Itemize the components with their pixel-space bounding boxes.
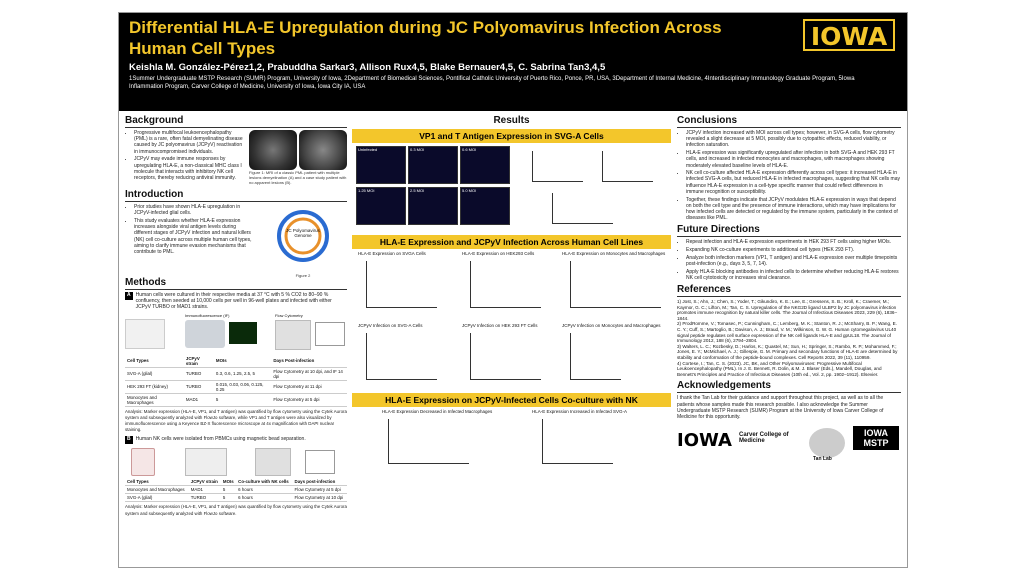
background-bullets xyxy=(125,130,245,185)
coloc-plot xyxy=(552,193,613,224)
reference-item: 2) ProdRomme, V.; Tomasec, P.; Cunningham, C.; Lemberg, M. K.; Stanton, R. J.; McSharry, B. P.; Wang, E. C. Y.; Cuff, S.; Martoglio, B.; Davison, A. J.; Braud, V. M.; Wilkinson, G. W. G. Human cytomegalovirus UL40 signal peptide regulates cell surface expression of the NK cell ligands HLA-E and gpUL18. The Journal of Immunology 2012, 188 (6), 2794–2804. xyxy=(677,321,897,344)
step-b-marker: B xyxy=(127,436,131,443)
analysis-a: Analysis: Marker expression (HLA-E, VP1, and T antigen) was quantified by flow cytometry using the Cytek Aurora system and subsequently analyzed with FlowJo software, while VP1 and T antigen were also visualized by immunofluorescence using a Keyence BZ-X fluorescence microscope at 4x magnification with DAPI nuclear staining. xyxy=(125,408,347,433)
mri-image-b xyxy=(299,130,347,170)
table-header: JCPyV strain xyxy=(189,478,221,486)
table-cell: Flow Cytometry at 5 dpi xyxy=(293,486,347,494)
introduction-body xyxy=(125,204,347,278)
vp1-figure xyxy=(352,143,671,235)
step-a-text: Human cells were cultured in their respective media at 37 °C with 5 % CO2 to 80–90 % confluency, then seeded at 10,000 cells per well in 96-well plates and infected with either JCPyV TURBO or MAD1 strains. xyxy=(135,292,332,311)
chart-title: JCPyV Infection on SVG-A Cells xyxy=(358,323,423,328)
chart-title: HLA-E Expression Increased in Infected SVG-A xyxy=(532,409,628,414)
flow-label: Flow Cytometry xyxy=(275,312,303,318)
list-item: • HLA-E expression was significantly upregulated after infection in both SVG-A and HEK 293 FT cells, and increased in infected monocytes and macrophages, with macrophages showing moderately elevated baseline levels of HLA-E. xyxy=(686,150,901,169)
introduction-bullets xyxy=(125,204,255,274)
poster-header xyxy=(119,13,907,111)
results-bar-3: HLA-E Expression on JCPyV-Infected Cells Co-culture with NK xyxy=(352,393,671,407)
svga-nk-chart xyxy=(542,419,613,464)
conclusions-heading: Conclusions xyxy=(677,115,901,128)
culture-plate-icon xyxy=(125,319,165,349)
analysis-b: Analysis: Marker expression (HLA-E, VP1, and T antigen) was quantified by flow cytometry using the Cytek Aurora system and subsequently analyzed with FlowJo software. xyxy=(125,504,347,516)
results-column xyxy=(352,113,671,475)
mstp-logo: IOWA MSTP xyxy=(853,426,899,450)
table-cell: 6 hours xyxy=(236,494,292,502)
blood-tube-icon xyxy=(131,448,155,476)
list-item: • NK cell co-culture affected HLA-E expression differently across cell types: it increased HLA-E in infected SVG-A cells, but reduced HLA-E in infected macrophages, suggesting that NK cells may influence HLA-E expression in a cell-type specific manner that could reflect differences in immune recognition or susceptibility. xyxy=(686,170,901,195)
mri-figure xyxy=(249,130,347,185)
figure-caption: Figure 2 xyxy=(295,273,311,278)
table-row xyxy=(125,393,347,406)
ack-text: I thank the Tan Lab for their guidance and support throughout this project, as well as to all the patients whose samples made this research possible. I also acknowledge the Summer Undergraduate MSTP Research (SUMR) Program at the University of Iowa Carver College of Medicine for this opportunity. xyxy=(677,395,884,420)
methods-workflow-b xyxy=(125,446,347,476)
future-heading: Future Directions xyxy=(677,224,901,237)
tanlab-logo: Tan Lab xyxy=(813,456,832,463)
list-item: • Expanding NK co-culture experiments to additional cell types (HEK 293 FT). xyxy=(686,247,901,253)
mic-label: 0.6 MOI xyxy=(462,147,477,152)
chart-title: HLA-E Expression Decreased in Infected Macrophages xyxy=(382,409,493,414)
table-cell: TURBO xyxy=(189,494,221,502)
results-heading: Results xyxy=(493,115,530,126)
table-cell: 0.3, 0.6, 1.25, 2.5, 5 xyxy=(214,367,271,380)
iowa-logo: IOWA xyxy=(803,19,895,51)
table-header: MOIs xyxy=(214,355,271,368)
hek-infection-chart xyxy=(470,333,541,380)
hla-figure xyxy=(352,249,671,393)
genome-label: JC Polyomavirus Genome xyxy=(286,228,320,238)
table-header: JCPyV strain xyxy=(184,355,214,368)
mic-label: 0.3 MOI xyxy=(410,147,425,152)
list-item: • JCPyV infection increased with MOI across cell types; however, in SVG-A cells, flow cytometry revealed a slight decrease at 5 MOI, possibly due to cytopathic effects, reduced viability, or infection saturation. xyxy=(686,130,901,149)
table-cell: MAD1 xyxy=(189,486,221,494)
table-cell: Flow Cytometry at 10 dpi xyxy=(293,494,347,502)
table-cell: Flow Cytometry at 10 dpi, and IF 14 dpi xyxy=(271,367,347,380)
chart-title: HLA-E Expression on Monocytes and Macrophages xyxy=(562,251,666,256)
mic-label: Uninfected xyxy=(358,147,378,152)
affiliations: 1Summer Undergraduate MSTP Research (SUMR) Program, University of Iowa, 2Department of Biomedical Sciences, Pontifical Catholic University of Puerto Rico, Ponce, PR, USA, 3Department of Internal Medicine, 4Interdisciplinary Immunology Graduate Program, 5Iowa Inflammation Program, Carver College of Medicine, University of Iowa, Iowa City IA, USA xyxy=(129,76,855,90)
list-item: • Together, these findings indicate that JCPyV modulates HLA-E expression in ways that depend on both the cell type and the presence of immune interactions, which may have implications for how infected cells are detected or regulated by the immune system, particularly in the context of diseases like PML. xyxy=(686,197,901,222)
list-item: • Prior studies have shown HLA-E upregulation in JCPyV-infected glial cells. xyxy=(134,204,255,216)
genome-figure xyxy=(259,204,347,278)
ack-heading: Acknowledgements xyxy=(677,380,901,393)
table-row xyxy=(125,494,347,502)
reference-item: 1) Jost, S.; Ahn, J.; Chen, S.; Yoder, T.; Gikundiro, K. E.; Lee, E.; Gressens, S. B.; Kroll, K.; Craemer, M.; Kaymor, G. C.; Lifton, M.; Tan, C. S. Upregulation of the NKG2D ligand ULBP2 by JC polyomavirus infection promotes immune recognition by natural killer cells. The Journal of Infectious Diseases 2023, 229 (6), 1836–1844. xyxy=(677,299,898,321)
conclusions-bullets xyxy=(677,130,901,221)
table-header: Co-culture with NK cells xyxy=(236,478,292,486)
table-header: Days post-infection xyxy=(293,478,347,486)
chart-title: HLA-E Expression on SVGA Cells xyxy=(358,251,426,256)
chart-title: HLA-E Expression on HEK293 Cells xyxy=(462,251,535,256)
table-cell: TURBO xyxy=(184,367,214,380)
list-item: • JCPyV may evade immune responses by upregulating HLA-E, a non-classical MHC class I molecule that interacts with inhibitory NK cell receptors, thereby reducing antiviral immunity. xyxy=(134,156,245,181)
if-image-icon xyxy=(229,322,257,344)
carver-logo: Carver College of Medicine xyxy=(739,432,789,445)
table-row xyxy=(125,367,347,380)
table-cell: 5 xyxy=(221,486,236,494)
reference-list xyxy=(677,299,901,377)
methods-heading: Methods xyxy=(125,277,347,290)
table-row xyxy=(125,380,347,393)
poster xyxy=(118,12,908,568)
list-item: • Progressive multifocal leukoencephalopathy (PML) is a rare, often fatal demyelinating disease caused by JC polyomavirus (JCPyV) reactivation in immunocompromised individuals. xyxy=(134,130,245,155)
chart-title: JCPyV Infection on HEK 293 FT Cells xyxy=(462,323,538,328)
references-heading: References xyxy=(677,284,901,297)
left-column xyxy=(125,113,347,517)
methods-table-1 xyxy=(125,355,347,407)
table-cell: Flow Cytometry at 5 dpi xyxy=(271,393,347,406)
footer-logos xyxy=(677,424,901,464)
cytometer-icon xyxy=(255,448,291,476)
list-item: • Apply HLA-E blocking antibodies in infected cells to determine whether reducing HLA-E restores NK cell cytotoxicity or increases viral clearance. xyxy=(686,269,901,281)
table-cell: 0.015, 0.03, 0.06, 0.125, 0.25 xyxy=(214,380,271,393)
methods-step-b xyxy=(125,436,347,444)
mono-infection-chart xyxy=(570,333,621,380)
results-bar-1: VP1 and T Antigen Expression in SVG-A Cells xyxy=(352,129,671,143)
methods-step-a xyxy=(125,292,347,311)
table-header: Days Post-infection xyxy=(271,355,347,368)
background-heading: Background xyxy=(125,115,347,128)
table-header: Cell Types xyxy=(125,355,184,368)
vp1-plot xyxy=(602,151,653,182)
figure-caption: Figure 1: MRI of a classic PML patient with multiple lesions demyelination (A) and a case study patient with no apparent lesions (B). xyxy=(249,170,347,185)
results-bar-2: HLA-E Expression and JCPyV Infection Across Human Cell Lines xyxy=(352,235,671,249)
chart-title: JCPyV Infection on Monocytes and Macrophages xyxy=(562,323,661,328)
table-cell: TURBO xyxy=(184,380,214,393)
cytometer-icon xyxy=(275,320,311,350)
author-list: Keishla M. González-Pérez1,2, Prabuddha Sarkar3, Allison Rux4,5, Blake Bernauer4,5, C. Sabrina Tan3,4,5 xyxy=(129,62,606,73)
poster-title: Differential HLA-E Upregulation during JC Polyomavirus Infection Across Human Cell Types xyxy=(129,18,722,58)
table-header: MOIs xyxy=(221,478,236,486)
introduction-heading: Introduction xyxy=(125,189,347,202)
table-cell: Monocytes and Macrophages xyxy=(125,393,184,406)
mic-label: 1.25 MOI xyxy=(358,188,375,193)
table-cell: 5 xyxy=(221,494,236,502)
right-column xyxy=(677,113,901,464)
well-plate-icon xyxy=(185,448,227,476)
list-item: • This study evaluates whether HLA-E expression increases alongside viral antigen levels during different stages of JCPyV infection and natural killers (NK) cell co-culture across multiple human cell types, aiming to clarify immune evasion mechanisms that contribute to PML. xyxy=(134,218,255,255)
list-item: • Repeat infection and HLA-E expression experiments in HEK 293 FT cells using higher MOIs. xyxy=(686,239,901,245)
nk-figure xyxy=(352,407,671,475)
reference-item: 4) Cortese, I.; Tan, C. S. (2023). JC, BK, and Other Polyomaviruses: Progressive Multifocal Leukoencephalopathy (PML). In J. E. Bennett, R. Dolin, & M. J. Blaser (Eds.), Mandell, Douglas, and Bennett's Principles and Practice of Infectious Diseases (10th ed., Vol. 2, pp. 1902–1912). Elsevier. xyxy=(677,360,882,377)
mic-label: 5.0 MOI xyxy=(462,188,477,193)
table-row xyxy=(125,486,347,494)
if-label: Immunofluorescence (IF) xyxy=(185,312,230,318)
methods-workflow-a xyxy=(125,313,347,353)
step-a-marker: A xyxy=(127,292,131,298)
mic-label: 2.5 MOI xyxy=(410,188,425,193)
table-cell: 5 xyxy=(214,393,271,406)
tanlab-logo-icon xyxy=(809,428,845,458)
future-bullets xyxy=(677,239,901,281)
table-cell: Monocytes and Macrophages xyxy=(125,486,189,494)
iowa-footer-logo: IOWA xyxy=(677,430,732,452)
microscope-icon xyxy=(185,320,225,348)
table-cell: SVG-A (glial) xyxy=(125,494,189,502)
table-cell: MAD1 xyxy=(184,393,214,406)
table-header: Cell Types xyxy=(125,478,189,486)
methods-table-2 xyxy=(125,478,347,502)
background-body xyxy=(125,130,347,185)
step-b-text: Human NK cells were isolated from PBMCs using magnetic bead separation. xyxy=(135,436,306,443)
table-cell: Flow Cytometry at 11 dpi xyxy=(271,380,347,393)
mri-image-a xyxy=(249,130,297,170)
svga-hla-chart xyxy=(366,261,437,308)
reference-item: 3) Walters, L. C.; Rozbesky, D.; Harlos, K.; Quastel, M.; Sun, H.; Springer, S.; Rambo, R. P.; Mohammed, F.; Jones, E. Y.; McMichael, A. J.; Gillespie, G. M. Primary and secondary functions of HLA-E are determined by stability and conformation of the peptide-bound complexes. Cell Reports 2022, 39 (11), 110959. xyxy=(677,343,898,360)
hek-hla-chart xyxy=(470,261,541,308)
macrophage-nk-chart xyxy=(388,419,469,464)
table-cell: SVG-A (glial) xyxy=(125,367,184,380)
t-antigen-plot xyxy=(532,151,583,182)
flow-plot-icon xyxy=(315,322,345,346)
list-item: • Analyze both infection markers (VP1, T antigen) and HLA-E expression over multiple timepoints post-infection (e.g., days 3, 5, 7, 14). xyxy=(686,255,901,267)
mono-hla-chart xyxy=(570,261,661,308)
flow-plot-icon xyxy=(305,450,335,474)
table-cell: 6 hours xyxy=(236,486,292,494)
table-cell: HEK 293 FT (kidney) xyxy=(125,380,184,393)
svga-infection-chart xyxy=(366,333,437,380)
